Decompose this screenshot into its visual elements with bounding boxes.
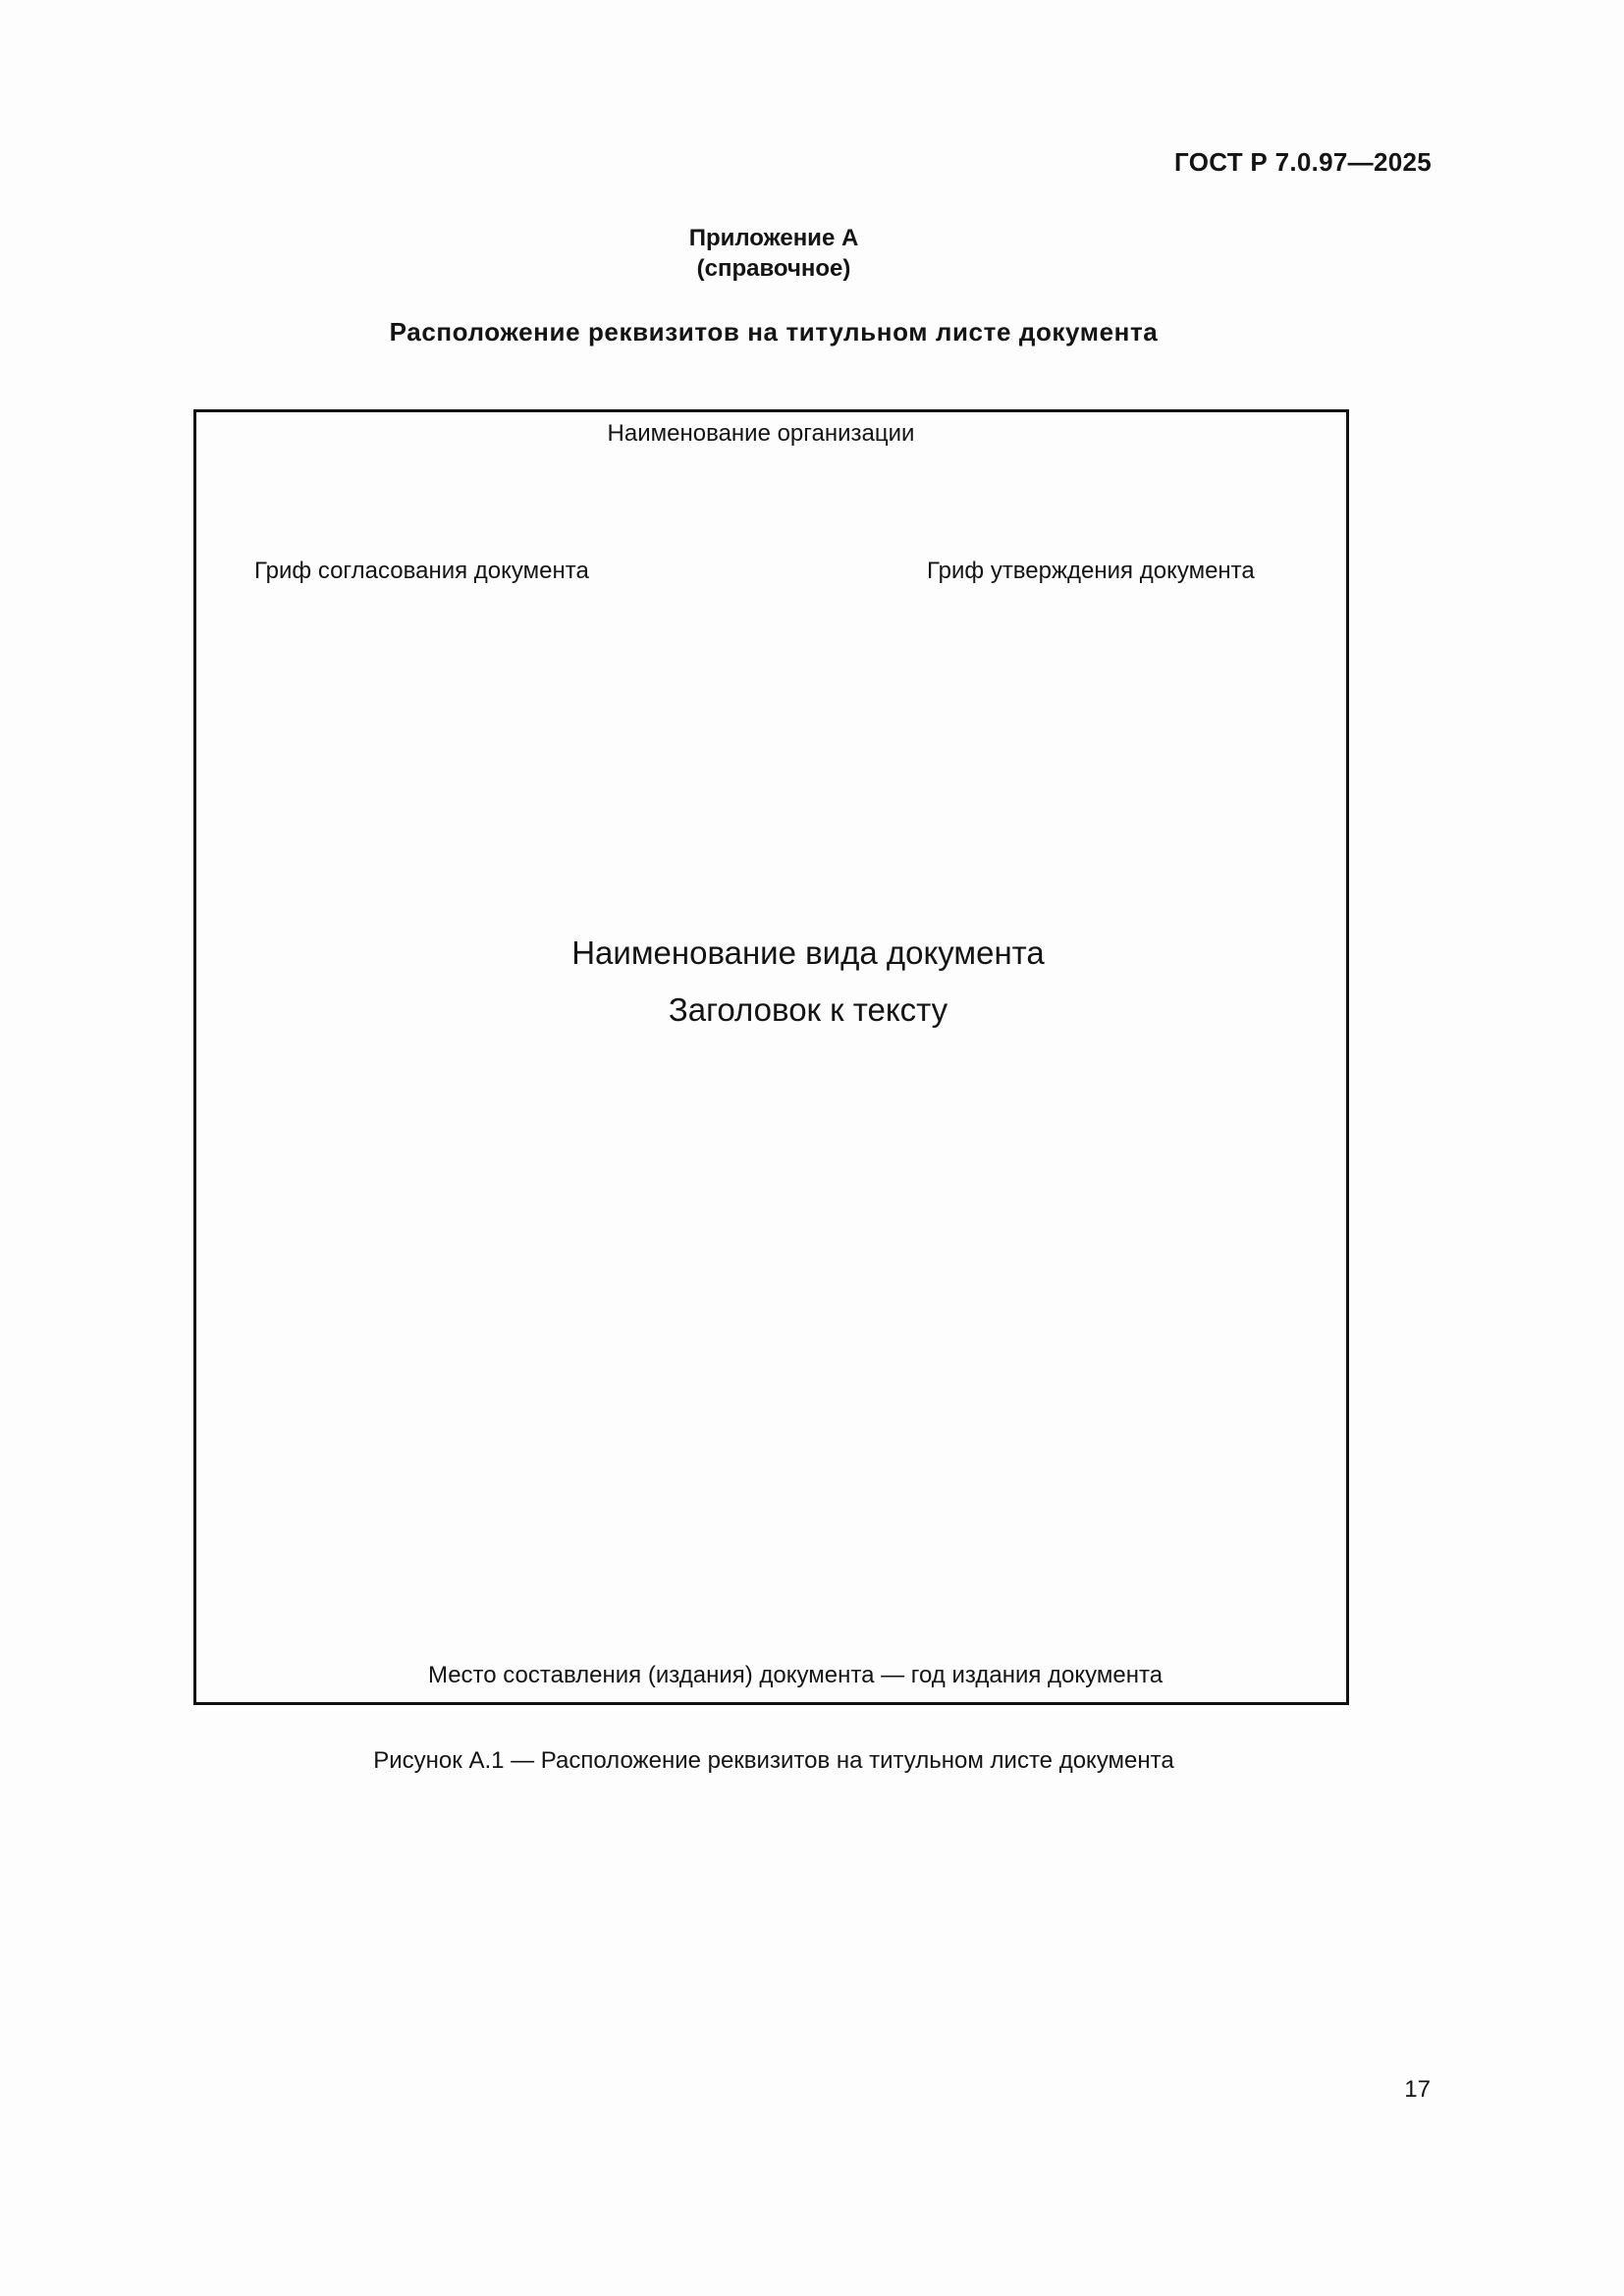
page-number: 17 <box>1404 2076 1431 2103</box>
document-type-field: Наименование вида документа <box>571 934 1045 971</box>
text-heading-field: Заголовок к тексту <box>668 991 948 1028</box>
place-and-year-field: Место составления (издания) документа — год издания документа <box>427 1662 1164 1688</box>
agreement-stamp-field: Гриф согласования документа <box>254 558 589 584</box>
approval-stamp-field: Гриф утверждения документа <box>927 558 1255 584</box>
title-page-layout-frame <box>193 409 1349 1705</box>
standard-code: ГОСТ Р 7.0.97—2025 <box>1174 147 1432 177</box>
section-title: Расположение реквизитов на титульном листе документа <box>389 317 1159 347</box>
appendix-subtitle: (справочное) <box>696 255 851 282</box>
appendix-title: Приложение А <box>688 225 859 251</box>
figure-caption: Рисунок А.1 — Расположение реквизитов на титульном листе документа <box>373 1747 1174 1774</box>
organization-name-field: Наименование организации <box>607 420 915 447</box>
